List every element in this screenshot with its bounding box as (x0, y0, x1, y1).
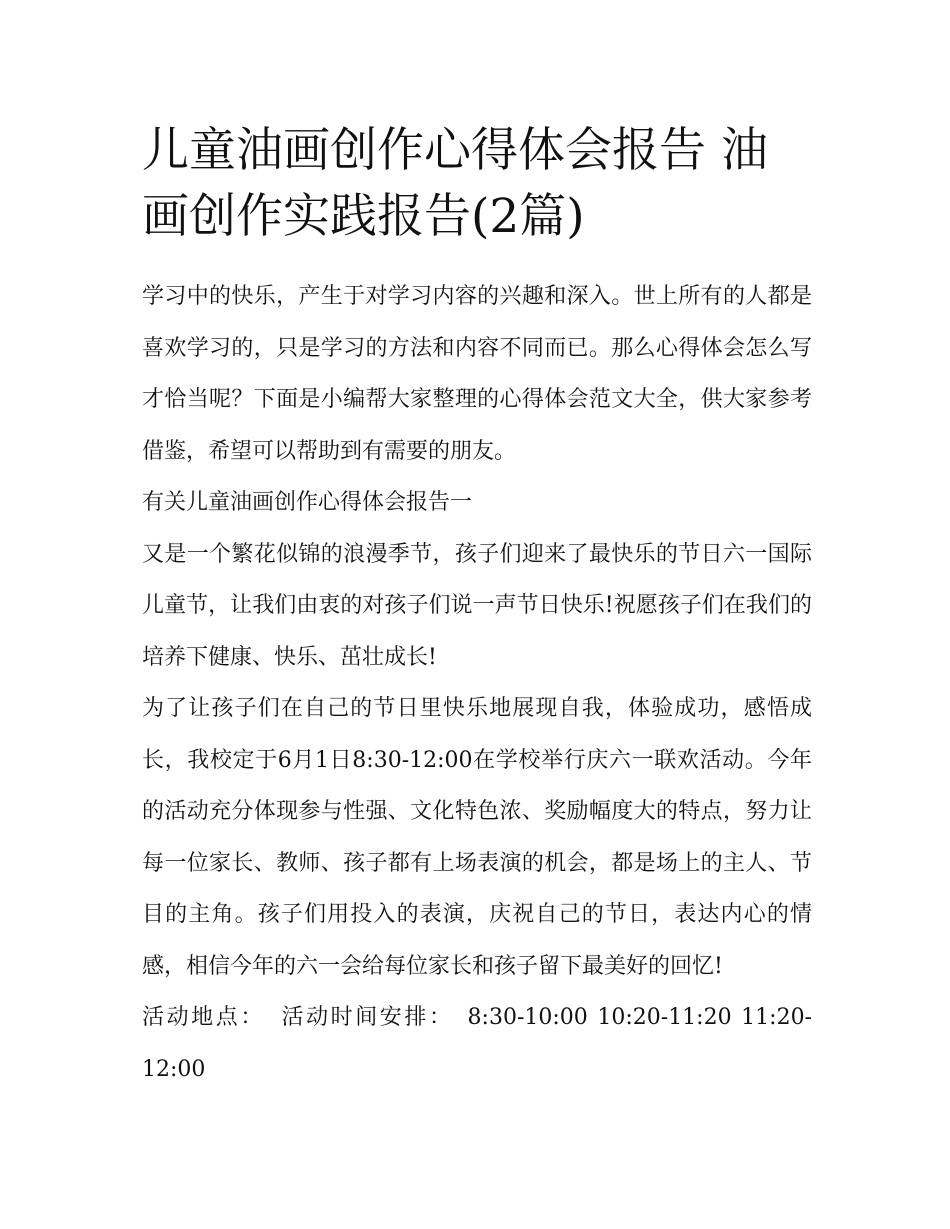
schedule-times: 8:30-10:00 10:20-11:20 11:20-12:00 (142, 1005, 812, 1082)
intro-paragraph: 学习中的快乐，产生于对学习内容的兴趣和深入。世上所有的人都是喜欢学习的，只是学习的方法和内容不同而已。那么心得体会怎么写才恰当呢？下面是小编帮大家整理的心得体会范文大全，供大家参考借鉴，希望可以帮助到有需要的朋友。 (142, 284, 812, 464)
section-heading: 有关儿童油画创作心得体会报告一 (142, 490, 473, 515)
document-body (142, 271, 812, 1095)
document-title: 儿童油画创作心得体会报告 油画创作实践报告(2篇) (142, 123, 768, 244)
document-page (142, 118, 812, 1095)
schedule-line (142, 992, 812, 1095)
paragraph-childrens-day: 又是一个繁花似锦的浪漫季节，孩子们迎来了最快乐的节日六一国际儿童节，让我们由衷的对孩子们说一声节日快乐!祝愿孩子们在我们的培养下健康、快乐、茁壮成长! (142, 541, 812, 670)
location-label: 活动地点： (142, 1005, 265, 1030)
time-label: 活动时间安排： (278, 1005, 454, 1030)
paragraph-activity-plan: 为了让孩子们在自己的节日里快乐地展现自我，体验成功，感悟成长，我校定于6月1日8:30-12:00在学校举行庆六一联欢活动。今年的活动充分体现参与性强、文化特色浓、奖励幅度大的特点，努力让每一位家长、教师、孩子都有上场表演的机会，都是场上的主人、节目的主角。孩子们用投入的表演，庆祝自己的节日，表达内心的情感，相信今年的六一会给每位家长和孩子留下最美好的回忆! (142, 696, 812, 979)
